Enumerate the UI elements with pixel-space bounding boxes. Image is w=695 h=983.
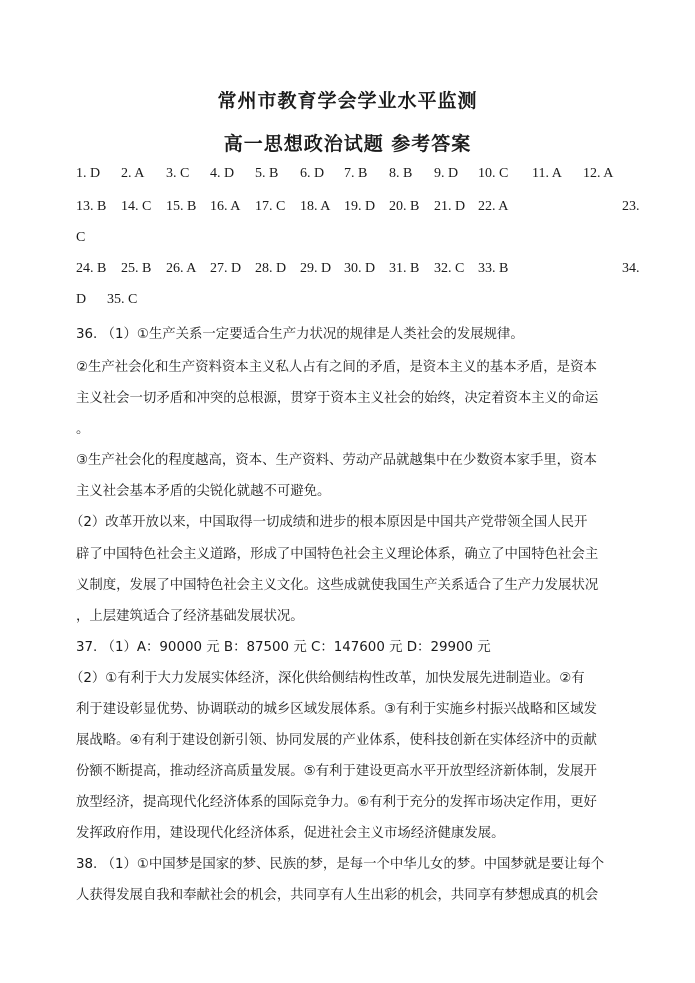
- choice-answer: 21. D: [434, 199, 466, 214]
- choice-answer: 6. D: [300, 166, 325, 181]
- answer-text-line: 人获得发展自我和奉献社会的机会，共同享有人生出彩的机会，共同享有梦想成真的机会: [76, 888, 599, 903]
- choice-answer: 29. D: [300, 261, 332, 276]
- choice-answer: 28. D: [255, 261, 287, 276]
- choice-answer: 27. D: [210, 261, 242, 276]
- answer-text-line: 发挥政府作用，建设现代化经济体系，促进社会主义市场经济健康发展。: [76, 826, 505, 841]
- choice-answer: 9. D: [434, 166, 459, 181]
- answer-text-line: 37. （1）A：90000 元 B：87500 元 C：147600 元 D：29900 元: [76, 640, 491, 655]
- choice-answer: 23.: [622, 199, 640, 214]
- answer-text-line: 义制度，发展了中国特色社会主义文化。这些成就使我国生产关系适合了生产力发展状况: [76, 578, 599, 593]
- choice-answer: 15. B: [166, 199, 197, 214]
- choice-answer: 31. B: [389, 261, 420, 276]
- answer-text-line: 展战略。④有利于建设创新引领、协同发展的产业体系，使科技创新在实体经济中的贡献: [76, 733, 597, 748]
- choice-answer: 32. C: [434, 261, 465, 276]
- answer-text-line: （2）①有利于大力发展实体经济，深化供给侧结构性改革，加快发展先进制造业。②有: [70, 671, 585, 686]
- choice-answer: 1. D: [76, 166, 101, 181]
- choice-answer: 14. C: [121, 199, 152, 214]
- choice-answer: 10. C: [478, 166, 509, 181]
- choice-answer: 35. C: [107, 292, 138, 307]
- choice-answer: 30. D: [344, 261, 376, 276]
- choice-answer: 7. B: [344, 166, 368, 181]
- answer-text-line: 38. （1）①中国梦是国家的梦、民族的梦，是每一个中华儿女的梦。中国梦就是要让每个: [76, 857, 605, 872]
- choice-answer: 33. B: [478, 261, 509, 276]
- choice-answer: 11. A: [532, 166, 562, 181]
- choice-answer: 2. A: [121, 166, 145, 181]
- page-subtitle: 高一思想政治试题 参考答案: [223, 133, 472, 155]
- choice-answer: 22. A: [478, 199, 509, 214]
- choice-answer: 13. B: [76, 199, 107, 214]
- answer-text-line: ②生产社会化和生产资料资本主义私人占有之间的矛盾，是资本主义的基本矛盾，是资本: [76, 360, 597, 375]
- choice-answer: 3. C: [166, 166, 190, 181]
- answer-text-line: 利于建设彰显优势、协调联动的城乡区域发展体系。③有利于实施乡村振兴战略和区域发: [76, 702, 597, 717]
- answer-text-line: ③生产社会化的程度越高，资本、生产资料、劳动产品就越集中在少数资本家手里，资本: [76, 453, 597, 468]
- choice-answer: 4. D: [210, 166, 235, 181]
- answer-text-line: 主义社会基本矛盾的尖锐化就越不可避免。: [76, 484, 331, 499]
- choice-answer: 16. A: [210, 199, 241, 214]
- answer-text-line: 主义社会一切矛盾和冲突的总根源，贯穿于资本主义社会的始终，决定着资本主义的命运: [76, 391, 599, 406]
- choice-answer: 5. B: [255, 166, 279, 181]
- choice-answer: C: [76, 230, 86, 245]
- choice-answer: 8. B: [389, 166, 413, 181]
- choice-answer: 20. B: [389, 199, 420, 214]
- choice-answer: 19. D: [344, 199, 376, 214]
- page-title: 常州市教育学会学业水平监测: [217, 90, 478, 112]
- choice-answer: D: [76, 292, 87, 307]
- answer-text-line: 。: [76, 422, 90, 437]
- answer-text-line: 份额不断提高，推动经济高质量发展。⑤有利于建设更高水平开放型经济新体制，发展开: [76, 764, 597, 779]
- choice-answer: 12. A: [583, 166, 614, 181]
- answer-text-line: 辟了中国特色社会主义道路，形成了中国特色社会主义理论体系，确立了中国特色社会主: [76, 547, 599, 562]
- answer-text-line: （2）改革开放以来，中国取得一切成绩和进步的根本原因是中国共产党带领全国人民开: [70, 515, 588, 530]
- choice-answer: 34.: [622, 261, 640, 276]
- choice-answer: 26. A: [166, 261, 197, 276]
- choice-answer: 18. A: [300, 199, 331, 214]
- choice-answer: 17. C: [255, 199, 286, 214]
- answer-text-line: ，上层建筑适合了经济基础发展状况。: [76, 609, 304, 624]
- choice-answer: 24. B: [76, 261, 107, 276]
- answer-text-line: 36. （1）①生产关系一定要适合生产力状况的规律是人类社会的发展规律。: [76, 327, 524, 342]
- choice-answer: 25. B: [121, 261, 152, 276]
- answer-text-line: 放型经济，提高现代化经济体系的国际竞争力。⑥有利于充分的发挥市场决定作用，更好: [76, 795, 597, 810]
